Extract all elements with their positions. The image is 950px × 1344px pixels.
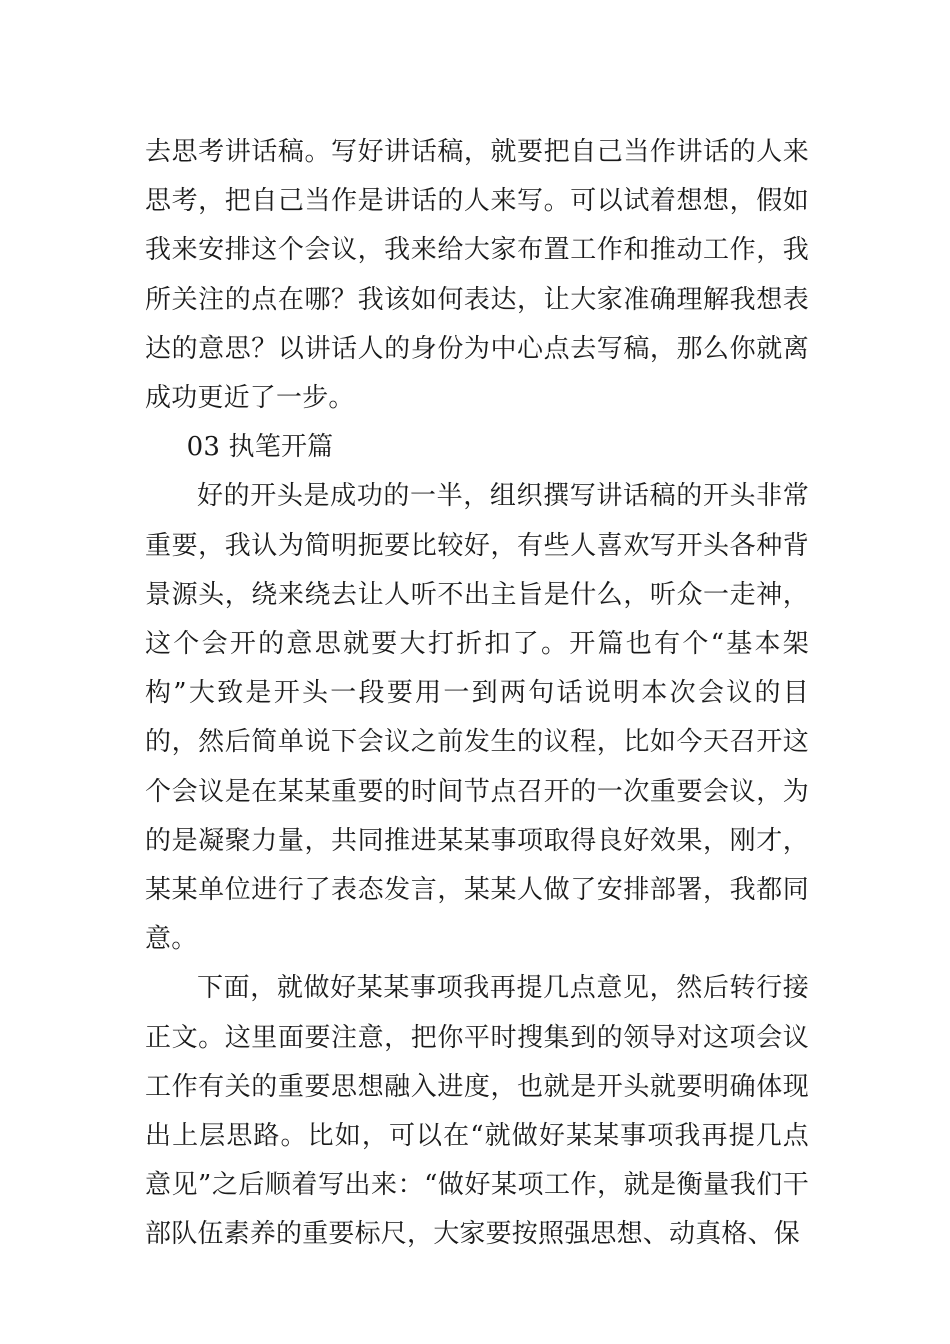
section-heading: 03 执笔开篇: [186, 432, 334, 463]
paragraph-next: 下面，就做好某某事项我再提几点意见，然后转行接正文。这里面要注意，把你平时搜集到的领导对这项会议工作有关的重要思想融入进度，也就是开头就要明确体现出上层思路。比如，可以在“就做好某某事项我再提几点意见”之后顺着写出来：“做好某项工作，就是衡量我们干部队伍素养的重要标尺，大家要按照强思想、动真格、保: [145, 973, 809, 1250]
document-body: [145, 128, 809, 1260]
paragraph-opening: 好的开头是成功的一半，组织撰写讲话稿的开头非常重要，我认为简明扼要比较好，有些人喜欢写开头各种背景源头，绕来绕去让人听不出主旨是什么，听众一走神，这个会开的意思就要大打折扣了。开篇也有个“基本架构”大致是开头一段要用一到两句话说明本次会议的目的，然后简单说下会议之前发生的议程，比如今天召开这个会议是在某某重要的时间节点召开的一次重要会议，为的是凝聚力量，共同推进某某事项取得良好效果，刚才，某某单位进行了表态发言，某某人做了安排部署，我都同意。: [145, 481, 809, 955]
paragraph-continuation: 去思考讲话稿。写好讲话稿，就要把自己当作讲话的人来思考，把自己当作是讲话的人来写。可以试着想想，假如我来安排这个会议，我来给大家布置工作和推动工作，我所关注的点在哪？我该如何表达，让大家准确理解我想表达的意思？以讲话人的身份为中心点去写稿，那么你就离成功更近了一步。: [145, 137, 809, 414]
